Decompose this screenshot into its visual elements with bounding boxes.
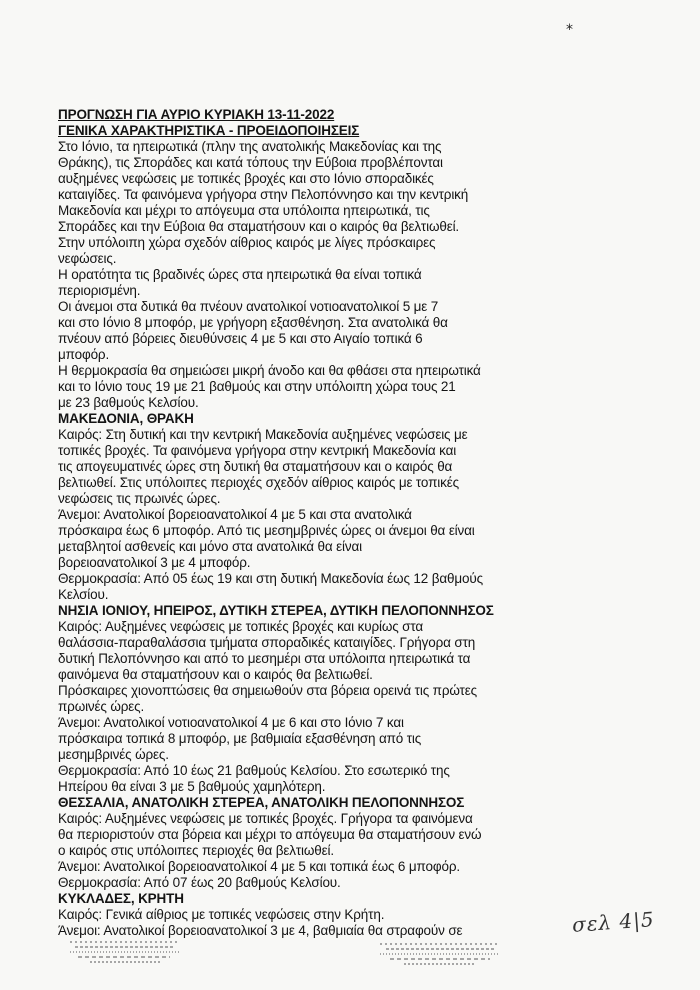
section-line: φαινόμενα θα σταματήσουν και ο καιρός θα βελτιωθεί. xyxy=(58,667,373,682)
section-line: Άνεμοι: Ανατολικοί νοτιοανατολικοί 4 με 6 και στο Ιόνιο 7 και xyxy=(58,715,404,730)
section-line: πρόσκαιρα έως 6 μποφόρ. Από τις μεσημβρινές ώρες οι άνεμοι θα είναι xyxy=(58,523,475,538)
section-line: τις απογευματινές ώρες στη δυτική θα σταματήσουν και ο καιρός θα xyxy=(58,459,453,474)
section-line: Θερμοκρασία: Από 10 έως 21 βαθμούς Κελσίου. Στο εσωτερικό της xyxy=(58,763,450,778)
section-line: Καιρός: Αυξημένες νεφώσεις με τοπικές βροχές και κυρίως στα xyxy=(58,619,423,634)
scan-artifact-right xyxy=(380,932,500,972)
section-line: θαλάσσια-παραθαλάσσια τμήματα σποραδικές καταιγίδες. Γρήγορα στη xyxy=(58,635,476,650)
section-line: Καιρός: Γενικά αίθριος με τοπικές νεφώσεις στην Κρήτη. xyxy=(58,907,385,922)
section-line: Θερμοκρασία: Από 05 έως 19 και στη δυτική Μακεδονία έως 12 βαθμούς xyxy=(58,571,483,586)
section-line: δυτική Πελοπόννησο και από το μεσημέρι στα υπόλοιπα ηπειρωτικά τα xyxy=(58,651,471,666)
section-heading: ΘΕΣΣΑΛΙΑ, ΑΝΑΤΟΛΙΚΗ ΣΤΕΡΕΑ, ΑΝΑΤΟΛΙΚΗ ΠΕΛΟΠΟΝΝΗΣΟΣ xyxy=(58,795,465,810)
general-line: μποφόρ. xyxy=(58,347,110,362)
section-line: Άνεμοι: Ανατολικοί βορειοανατολικοί 4 με 5 και τοπικά έως 6 μποφόρ. xyxy=(58,859,460,874)
forecast-text-body xyxy=(58,107,658,939)
section-heading: ΝΗΣΙΑ ΙΟΝΙΟΥ, ΗΠΕΙΡΟΣ, ΔΥΤΙΚΗ ΣΤΕΡΕΑ, ΔΥΤΙΚΗ ΠΕΛΟΠΟΝΝΗΣΟΣ xyxy=(58,603,494,618)
general-line: Η θερμοκρασία θα σημειώσει μικρή άνοδο και θα φθάσει στα ηπειρωτικά xyxy=(58,363,481,378)
scan-noise-right-graphic xyxy=(380,932,500,972)
section-line: Ηπείρου θα είναι 3 με 5 βαθμούς χαμηλότερη. xyxy=(58,779,326,794)
general-line: νεφώσεις. xyxy=(58,251,117,266)
general-line: Οι άνεμοι στα δυτικά θα πνέουν ανατολικοί νοτιοανατολικοί 5 με 7 xyxy=(58,299,439,314)
forecast-title: ΠΡΟΓΝΩΣΗ ΓΙΑ ΑΥΡΙΟ ΚΥΡΙΑΚΗ 13-11-2022 xyxy=(58,107,335,122)
general-line: περιορισμένη. xyxy=(58,283,141,298)
section-line: θα περιοριστούν στα βόρεια και μέχρι το απόγευμα θα σταματήσουν ενώ xyxy=(58,827,482,842)
section-heading: ΚΥΚΛΑΔΕΣ, ΚΡΗΤΗ xyxy=(58,891,184,906)
general-line: Μακεδονία και μέχρι το απόγευμα στα υπόλοιπα ηπειρωτικά, τις xyxy=(58,203,430,218)
section-line: νεφώσεις τις πρωινές ώρες. xyxy=(58,491,221,506)
section-line: Άνεμοι: Ανατολικοί βορειοανατολικοί 3 με 4, βαθμιαία θα στραφούν σε xyxy=(58,923,463,938)
general-line: Στο Ιόνιο, τα ηπειρωτικά (πλην της ανατολικής Μακεδονίας και της xyxy=(58,139,442,154)
section-line: Καιρός: Αυξημένες νεφώσεις με τοπικές βροχές. Γρήγορα τα φαινόμενα xyxy=(58,811,473,826)
section-line: ο καιρός στις υπόλοιπες περιοχές θα βελτιωθεί. xyxy=(58,843,334,858)
section-line: Κελσίου. xyxy=(58,587,109,602)
section-line: Θερμοκρασία: Από 07 έως 20 βαθμούς Κελσίου. xyxy=(58,875,341,890)
general-line: με 23 βαθμούς Κελσίου. xyxy=(58,395,199,410)
section-line: τοπικές βροχές. Τα φαινόμενα γρήγορα στην κεντρική Μακεδονία και xyxy=(58,443,457,458)
general-line: καταιγίδες. Τα φαινόμενα γρήγορα στην Πελοπόννησο και την κεντρική xyxy=(58,187,469,202)
section-ionian-epirus-west xyxy=(58,603,658,795)
section-line: βελτιωθεί. Στις υπόλοιπες περιοχές σχεδόν αίθριος καιρός με τοπικές xyxy=(58,475,459,490)
section-thessaly-east xyxy=(58,795,658,891)
handwritten-page-note: σελ 4|5 xyxy=(571,907,656,937)
section-line: βορειοανατολικοί 3 με 4 μποφόρ. xyxy=(58,555,251,570)
general-line: και στο Ιόνιο 8 μποφόρ, με γρήγορη εξασθένηση. Στα ανατολικά θα xyxy=(58,315,448,330)
general-paragraph xyxy=(58,139,658,411)
forecast-subtitle: ΓΕΝΙΚΑ ΧΑΡΑΚΤΗΡΙΣΤΙΚΑ - ΠΡΟΕΙΔΟΠΟΙΗΣΕΙΣ xyxy=(58,123,360,138)
general-line: Η ορατότητα τις βραδινές ώρες στα ηπειρωτικά θα είναι τοπικά xyxy=(58,267,422,282)
section-line: Πρόσκαιρες χιονοπτώσεις θα σημειωθούν στα βόρεια ορεινά τις πρώτες xyxy=(58,683,477,698)
section-line: Άνεμοι: Ανατολικοί βορειοανατολικοί 4 με 5 και στα ανατολικά xyxy=(58,507,412,522)
general-line: Στην υπόλοιπη χώρα σχεδόν αίθριος καιρός με λίγες πρόσκαιρες xyxy=(58,235,436,250)
general-line: και το Ιόνιο τους 19 με 21 βαθμούς και στην υπόλοιπη χώρα τους 21 xyxy=(58,379,456,394)
section-line: πρωινές ώρες. xyxy=(58,699,145,714)
corner-star-mark: * xyxy=(566,22,573,38)
scan-noise-left-graphic xyxy=(70,932,180,972)
scan-artifact-left xyxy=(70,932,180,972)
section-line: Καιρός: Στη δυτική και την κεντρική Μακεδονία αυξημένες νεφώσεις με xyxy=(58,427,468,442)
general-line: Θράκης), τις Σποράδες και κατά τόπους την Εύβοια προβλέπονται xyxy=(58,155,443,170)
general-line: Σποράδες και την Εύβοια θα σταματήσουν και ο καιρός θα βελτιωθεί. xyxy=(58,219,460,234)
section-line: μεσημβρινές ώρες. xyxy=(58,747,169,762)
section-line: πρόσκαιρα τοπικά 8 μποφόρ, με βαθμιαία εξασθένηση από τις xyxy=(58,731,422,746)
general-line: αυξημένες νεφώσεις με τοπικές βροχές και στο Ιόνιο σποραδικές xyxy=(58,171,434,186)
section-heading: ΜΑΚΕΔΟΝΙΑ, ΘΡΑΚΗ xyxy=(58,411,194,426)
general-line: πνέουν από βόρειες διευθύνσεις 4 με 5 και στο Αιγαίο τοπικά 6 xyxy=(58,331,423,346)
section-line: μεταβλητοί ασθενείς και μόνο στα ανατολικά θα είναι xyxy=(58,539,362,554)
section-macedonia-thrace xyxy=(58,411,658,603)
